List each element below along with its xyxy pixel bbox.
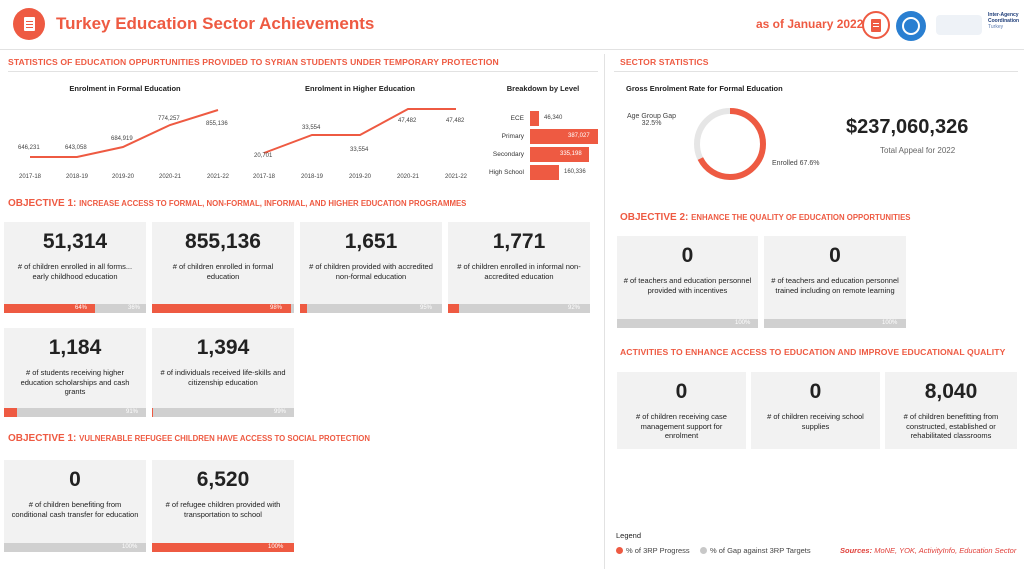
stat-card xyxy=(764,236,906,319)
header-document-icon xyxy=(13,8,45,40)
formal-point-label: 855,136 xyxy=(206,121,228,127)
document-icon xyxy=(862,11,890,39)
header-divider xyxy=(0,49,1024,50)
stat-description: # of children provided with accredited non-formal education xyxy=(309,262,433,281)
stat-description: # of students receiving higher education scholarships and cash grants xyxy=(20,368,130,396)
stat-card xyxy=(885,372,1017,449)
stat-number: 8,040 xyxy=(924,380,978,403)
as-of-date: as of January 2022 xyxy=(756,17,864,31)
stat-description: # of children enrolled in formal education xyxy=(172,262,274,281)
right-section-title: SECTOR STATISTICS xyxy=(620,57,709,67)
stat-card xyxy=(617,372,746,449)
formal-line xyxy=(30,110,218,157)
legend-gap: % of Gap against 3RP Targets xyxy=(700,546,811,555)
level-label: Secondary xyxy=(492,151,524,158)
progress-dot-icon xyxy=(616,547,623,554)
stat-number: 6,520 xyxy=(196,468,250,491)
progress-bar: 64% 36% xyxy=(4,304,146,313)
higher-point-label: 33,554 xyxy=(350,147,369,153)
stat-description: # of teachers and education personnel trained including on remote learning xyxy=(771,276,899,295)
stat-card xyxy=(152,460,294,543)
stat-card xyxy=(617,236,758,319)
level-bar xyxy=(530,165,559,180)
progress-bar: 100% xyxy=(4,543,146,552)
levels-chart-title: Breakdown by Level xyxy=(506,84,580,93)
formal-year-tick: 2017-18 xyxy=(18,174,42,180)
stat-card xyxy=(152,222,294,304)
stat-card xyxy=(751,372,880,449)
stat-description: # of teachers and education personnel provided with incentives xyxy=(623,276,752,295)
higher-year-tick: 2017-18 xyxy=(252,174,276,180)
progress-bar: 99% xyxy=(152,408,294,417)
higher-year-tick: 2020-21 xyxy=(396,174,420,180)
formal-year-tick: 2020-21 xyxy=(158,174,182,180)
formal-point-label: 684,919 xyxy=(111,136,133,142)
higher-year-tick: 2018-19 xyxy=(300,174,324,180)
un-emblem-icon xyxy=(896,11,926,41)
stat-card xyxy=(4,460,146,543)
progress-bar: 92% xyxy=(448,304,590,313)
higher-point-label: 47,482 xyxy=(398,118,417,124)
stat-number: 51,314 xyxy=(42,230,108,253)
gap-label: Age Group Gap 32.5% xyxy=(627,113,677,127)
stat-number: 1,394 xyxy=(196,336,250,359)
stat-description: # of children benefiting from conditional cash transfer for education xyxy=(11,500,139,519)
progress-bar: 98% xyxy=(152,304,294,313)
objective-1-social-title: OBJECTIVE 1: VULNERABLE REFUGEE CHILDREN HAVE ACCESS TO SOCIAL PROTECTION xyxy=(8,433,370,444)
level-value: 160,336 xyxy=(564,169,586,175)
formal-year-tick: 2019-20 xyxy=(111,174,135,180)
progress-bar: 100% xyxy=(152,543,294,552)
higher-point-label: 33,554 xyxy=(302,125,321,131)
stat-card xyxy=(300,222,442,304)
progress-bar: 100% xyxy=(764,319,906,328)
higher-point-label: 47,482 xyxy=(446,118,465,124)
progress-bar: 100% xyxy=(617,319,758,328)
level-label: ECE xyxy=(510,115,524,122)
stat-description: # of refugee children provided with transportation to school xyxy=(165,500,281,519)
stat-description: # of children enrolled in all forms... early childhood education xyxy=(17,262,133,281)
level-value: 335,198 xyxy=(560,151,582,157)
stat-number: 0 xyxy=(809,380,822,403)
legend-progress: % of 3RP Progress xyxy=(616,546,690,555)
objective-1-title: OBJECTIVE 1: INCREASE ACCESS TO FORMAL, NON-FORMAL, INFORMAL, AND HIGHER EDUCATION PROGRAMMES xyxy=(8,198,467,209)
level-label: High School xyxy=(488,169,524,176)
formal-point-label: 774,257 xyxy=(158,116,180,122)
formal-year-tick: 2018-19 xyxy=(65,174,89,180)
formal-point-label: 646,231 xyxy=(18,145,40,151)
stat-card xyxy=(4,222,146,304)
stat-number: 0 xyxy=(829,244,841,267)
formal-year-tick: 2021-22 xyxy=(206,174,230,180)
stat-number: 1,184 xyxy=(48,336,102,359)
higher-year-tick: 2019-20 xyxy=(348,174,372,180)
enrolled-label: Enrolled 67.6% xyxy=(772,160,820,167)
total-appeal-label: Total Appeal for 2022 xyxy=(880,146,956,155)
stat-description: # of children enrolled in informal non-accredited education xyxy=(457,262,581,281)
right-title-underline xyxy=(614,71,1018,72)
total-appeal-amount: $237,060,326 xyxy=(846,116,969,138)
iac-logo: Inter-Agency Coordination Turkey xyxy=(988,12,1020,30)
level-bar xyxy=(530,111,539,126)
stat-number: 0 xyxy=(69,468,81,491)
stat-description: # of individuals received life-skills and citizenship education xyxy=(160,368,286,387)
partner-logo xyxy=(936,15,982,35)
stat-description: # of children benefitting from constructed, established or rehabilitated classrooms xyxy=(903,412,999,440)
activities-title: ACTIVITIES TO ENHANCE ACCESS TO EDUCATION AND IMPROVE EDUCATIONAL QUALITY xyxy=(620,347,1006,357)
page-title: Turkey Education Sector Achievements xyxy=(56,14,375,33)
left-section-title: STATISTICS OF EDUCATION OPPURTUNITIES PROVIDED TO SYRIAN STUDENTS UNDER TEMPORARY PROTECTION xyxy=(8,57,499,67)
level-value: 387,027 xyxy=(568,133,590,139)
legend-title: Legend xyxy=(616,531,642,540)
stat-description: # of children receiving case management support for enrolment xyxy=(636,412,727,440)
formal-chart-title: Enrolment in Formal Education xyxy=(69,84,181,93)
stat-number: 855,136 xyxy=(185,230,261,253)
stat-card xyxy=(448,222,590,304)
objective-2-title: OBJECTIVE 2: ENHANCE THE QUALITY OF EDUCATION OPPORTUNITIES xyxy=(620,212,911,223)
level-value: 46,340 xyxy=(544,115,563,121)
level-label: Primary xyxy=(501,133,524,140)
stat-description: # of children receiving school supplies xyxy=(767,412,864,431)
stat-card xyxy=(152,328,294,408)
gap-dot-icon xyxy=(700,547,707,554)
gross-enrolment-donut xyxy=(690,104,770,184)
column-divider xyxy=(604,54,605,569)
higher-year-tick: 2021-22 xyxy=(444,174,468,180)
left-title-underline xyxy=(8,71,598,72)
higher-chart-title: Enrolment in Higher Education xyxy=(304,84,415,93)
higher-point-label: 20,701 xyxy=(254,153,273,159)
stat-number: 1,771 xyxy=(492,230,546,253)
formal-point-label: 643,058 xyxy=(65,145,87,151)
stat-number: 0 xyxy=(681,244,694,267)
progress-bar: 91% xyxy=(4,408,146,417)
gross-enrolment-title: Gross Enrolment Rate for Formal Education xyxy=(626,84,783,93)
progress-bar: 95% xyxy=(300,304,442,313)
stat-card xyxy=(4,328,146,408)
sources: Sources: MoNE, YOK, ActivityInfo, Education Sector xyxy=(840,546,1017,555)
stat-number: 1,651 xyxy=(344,230,398,253)
stat-number: 0 xyxy=(675,380,688,403)
